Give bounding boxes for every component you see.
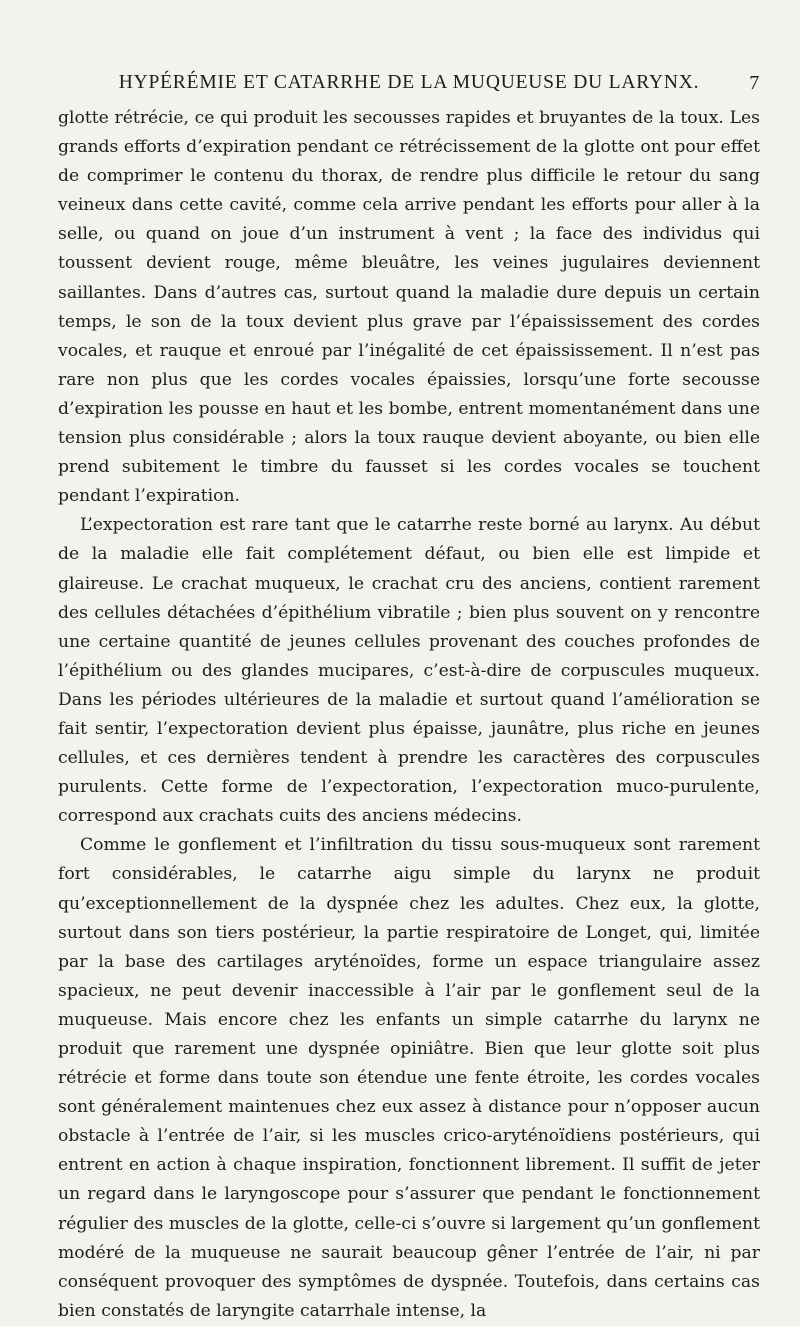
paragraph-expectoration: L’expectoration est rare tant que le catarrhe reste borné au larynx. Au début de la maladie elle fait complétement défaut, ou bien elle est limpide et glaireuse. Le crachat muqueux, le crachat cru des anciens, contient rarement des cellules détachées d’épithélium vibratile ; bien plus souvent on y rencontre une certaine quantité de jeunes cellules provenant des couches profondes de l’épithélium ou des glandes mucipares, c’est-à-dire de corpuscules muqueux. Dans les périodes ultérieures de la maladie et surtout quand l’amélioration se fait sentir, l’expectoration devient plus épaisse, jaunâtre, plus riche en jeunes cellules, et ces dernières tendent à prendre les caractères des corpuscules purulents. Cette forme de l’expectoration, l’expectoration muco-purulente, correspond aux crachats cuits des anciens médecins.	[58, 515, 760, 827]
running-title: HYPÉRÉMIE ET CATARRHE DE LA MUQUEUSE DU LARYNX.	[118, 72, 700, 93]
page-number: 7	[749, 72, 760, 94]
paragraph-continuation: glotte rétrécie, ce qui produit les secousses rapides et bruyantes de la toux. Les grands efforts d’expiration pendant ce rétrécissement de la glotte ont pour effet de comprimer le contenu du thorax, de rendre plus difficile le retour du sang veineux dans cette cavité, comme cela arrive pendant les efforts pour aller à la selle, ou quand on joue d’un instrument à vent ; la face des individus qui toussent devient rouge, même bleuâtre, les veines jugulaires deviennent saillantes. Dans d’autres cas, surtout quand la maladie dure depuis un certain temps, le son de la toux devient plus grave par l’épaississement des cordes vocales, et rauque et enroué par l’inégalité de cet épaississement. Il n’est pas rare non plus que les cordes vocales épaissies, lorsqu’une forte secousse d’expiration les pousse en haut et les bombe, entrent momentanément dans une tension plus considérable ; alors la toux rauque devient aboyante, ou bien elle prend subitement le timbre du fausset si les cordes vocales se touchent pendant l’expiration.	[58, 108, 760, 507]
running-header	[58, 64, 760, 102]
book-page	[58, 64, 760, 1326]
body-text	[58, 104, 760, 1326]
paragraph-dyspnea: Comme le gonflement et l’infiltration du tissu sous-muqueux sont rarement fort considérables, le catarrhe aigu simple du larynx ne produit qu’exceptionnellement de la dyspnée chez les adultes. Chez eux, la glotte, surtout dans son tiers postérieur, la partie respiratoire de Longet, qui, limitée par la base des cartilages aryténoïdes, forme un espace triangulaire assez spacieux, ne peut devenir inaccessible à l’air par le gonflement seul de la muqueuse. Mais encore chez les enfants un simple catarrhe du larynx ne produit que rarement une dyspnée opiniâtre. Bien que leur glotte soit plus rétrécie et forme dans toute son étendue une fente étroite, les cordes vocales sont généralement maintenues chez eux assez à distance pour n’opposer aucun obstacle à l’entrée de l’air, si les muscles crico-aryténoïdiens postérieurs, qui entrent en action à chaque inspiration, fonctionnent librement. Il suffit de jeter un regard dans le laryngoscope pour s’assurer que pendant le fonctionnement régulier des muscles de la glotte, celle-ci s’ouvre si largement qu’un gonflement modéré de la muqueuse ne saurait beaucoup gêner l’entrée de l’air, ni par conséquent provoquer des symptômes de dyspnée. Toutefois, dans certains cas bien constatés de laryngite catarrhale intense, la	[58, 835, 760, 1321]
